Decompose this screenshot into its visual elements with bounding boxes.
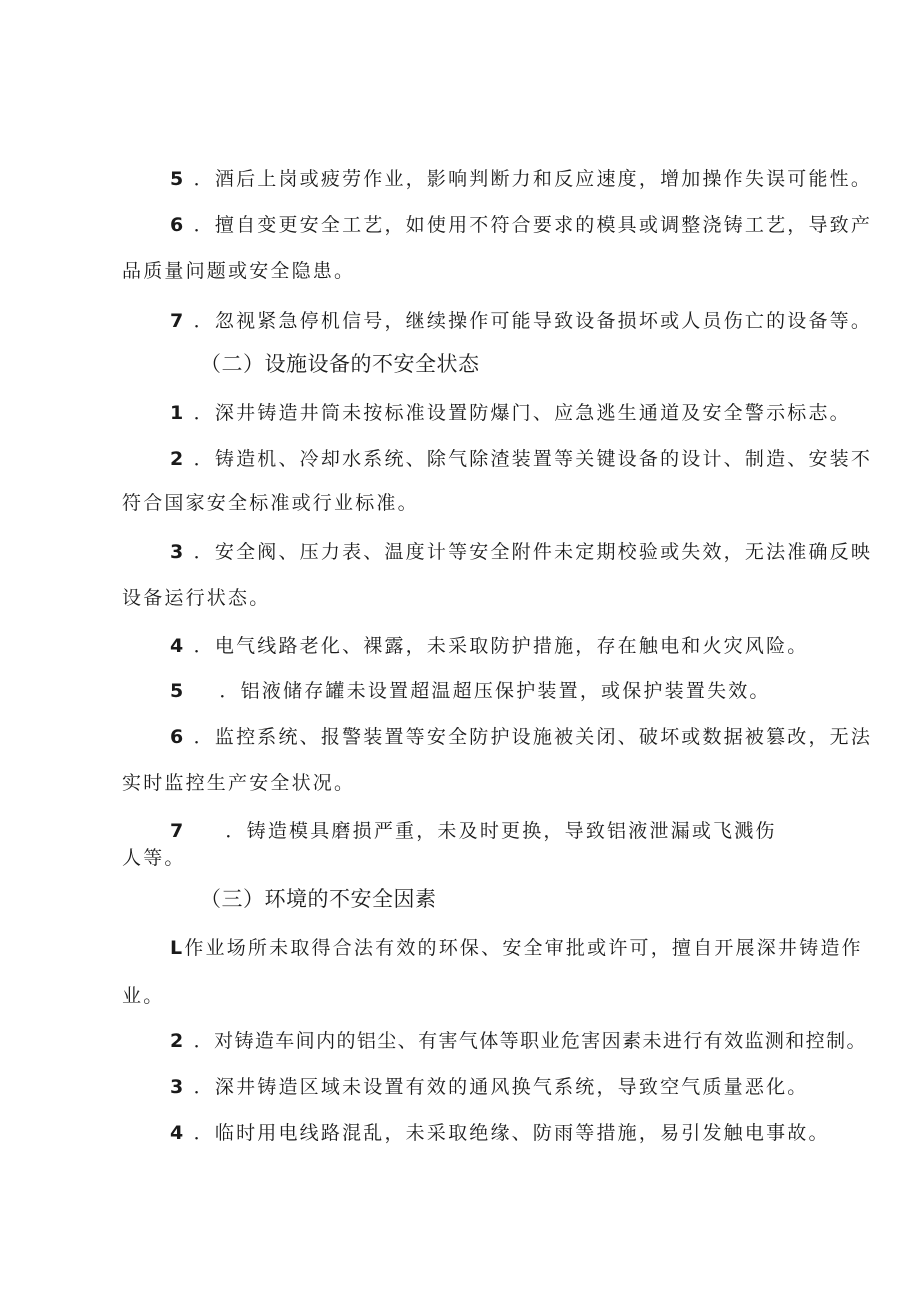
list-item-1 [170, 400, 851, 426]
list-item-7 [170, 308, 872, 334]
list-item-6 [170, 212, 872, 238]
list-item-1 [170, 935, 863, 961]
item-number: 5 [170, 680, 186, 702]
item-text: ．酒后上岗或疲劳作业，影响判断力和反应速度，增加操作失误可能性。 [193, 168, 873, 190]
list-item-2 [170, 1028, 867, 1054]
item-number: 7 [170, 310, 186, 332]
item-text: ．监控系统、报警装置等安全防护设施被关闭、破坏或数据被篡改，无法 [193, 726, 873, 748]
item-number: 2 [170, 448, 186, 470]
item-continuation: 符合国家安全标准或行业标准。 [122, 492, 419, 514]
list-item-7 [170, 818, 777, 844]
list-item-6 [170, 724, 872, 750]
item-number: 7 [170, 820, 186, 842]
item-number: 1 [170, 402, 186, 424]
section-heading: （二）设施设备的不安全状态 [200, 352, 480, 376]
item-number: 3 [170, 1076, 186, 1098]
item-text: ．深井铸造区域未设置有效的通风换气系统，导致空气质量恶化。 [193, 1076, 809, 1098]
item-text: ．铸造机、冷却水系统、除气除渣装置等关键设备的设计、制造、安装不 [193, 448, 873, 470]
item-number: 6 [170, 214, 186, 236]
item-number: L [170, 937, 185, 959]
item-number: 6 [170, 726, 186, 748]
item-number: 3 [170, 541, 186, 563]
item-number: 2 [170, 1030, 186, 1052]
item-number: 4 [170, 1122, 186, 1144]
list-item-5 [170, 166, 872, 192]
list-item-3 [170, 1074, 808, 1100]
item-continuation: 品质量问题或安全隐患。 [122, 260, 356, 282]
list-item-4 [170, 1120, 830, 1146]
item-number: 5 [170, 168, 186, 190]
item-continuation: 人等。 [122, 847, 186, 869]
item-text: ．擅自变更安全工艺，如使用不符合要求的模具或调整浇铸工艺，导致产 [193, 214, 873, 236]
item-continuation: 设备运行状态。 [122, 587, 271, 609]
item-number: 4 [170, 635, 186, 657]
list-item-5 [170, 678, 771, 704]
item-continuation: 实时监控生产安全状况。 [122, 772, 356, 794]
item-text: ．安全阀、压力表、温度计等安全附件未定期校验或失效，无法准确反映 [193, 541, 873, 563]
item-text: ．忽视紧急停机信号，继续操作可能导致设备损坏或人员伤亡的设备等。 [193, 310, 873, 332]
list-item-4 [170, 633, 808, 659]
item-text: 作业场所未取得合法有效的环保、安全审批或许可，擅自开展深井铸造作 [184, 937, 863, 959]
item-text: ．临时用电线路混乱，未采取绝缘、防雨等措施，易引发触电事故。 [193, 1122, 830, 1144]
item-text: ．铸造模具磨损严重，未及时更换，导致铝液泄漏或飞溅伤 [225, 820, 777, 842]
list-item-3 [170, 539, 872, 565]
item-continuation: 业。 [122, 985, 165, 1007]
item-text: ．对铸造车间内的铝尘、有害气体等职业危害因素未进行有效监测和控制。 [193, 1030, 867, 1052]
list-item-2 [170, 446, 872, 472]
item-text: ．深井铸造井筒未按标准设置防爆门、应急逃生通道及安全警示标志。 [193, 402, 851, 424]
item-text: ．铝液储存罐未设置超温超压保护装置，或保护装置失效。 [219, 680, 771, 702]
section-heading: （三）环境的不安全因素 [200, 887, 437, 911]
item-text: ．电气线路老化、裸露，未采取防护措施，存在触电和火灾风险。 [193, 635, 809, 657]
